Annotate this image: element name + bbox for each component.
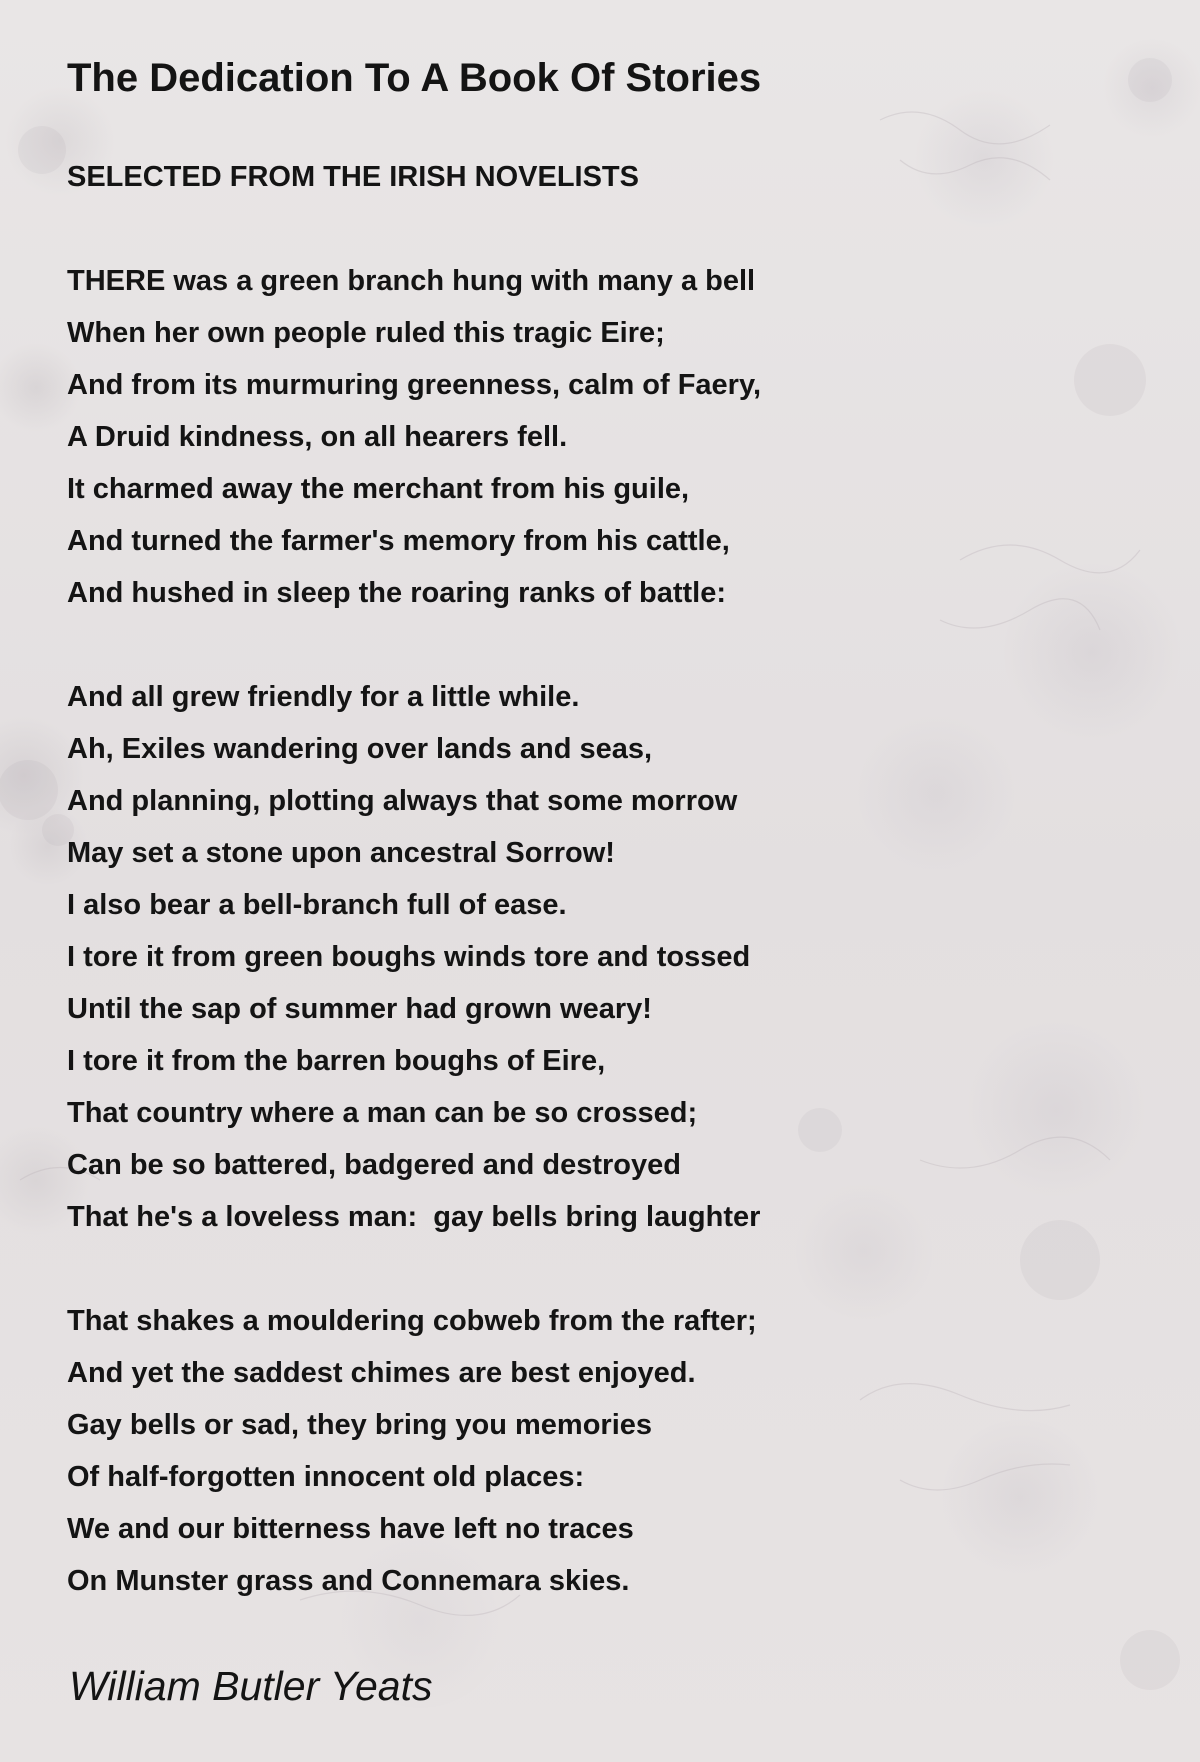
poem-line: Gay bells or sad, they bring you memories (67, 1409, 653, 1441)
poem-body (67, 255, 761, 1607)
poem-author: William Butler Yeats (69, 1663, 433, 1709)
poem-line: We and our bitterness have left no traces (67, 1513, 634, 1545)
poem-line: On Munster grass and Connemara skies. (67, 1565, 630, 1597)
poem-line: May set a stone upon ancestral Sorrow! (67, 837, 615, 869)
poem-line: And hushed in sleep the roaring ranks of battle: (67, 577, 727, 609)
poem-line: Can be so battered, badgered and destroyed (67, 1149, 681, 1181)
poem-line: And from its murmuring greenness, calm of Faery, (67, 369, 762, 401)
poem-line: Of half-forgotten innocent old places: (67, 1461, 585, 1493)
poem-line: A Druid kindness, on all hearers fell. (67, 421, 568, 453)
poem-line: That he's a loveless man: gay bells bring laughter (67, 1201, 761, 1233)
poem-line: When her own people ruled this tragic Eire; (67, 317, 665, 349)
stanza-break (67, 1243, 761, 1295)
poem-line: Ah, Exiles wandering over lands and seas, (67, 733, 653, 765)
poem-line: And all grew friendly for a little while. (67, 681, 580, 713)
poem-line: And planning, plotting always that some morrow (67, 785, 738, 817)
poem-line: I tore it from green boughs winds tore and tossed (67, 941, 751, 973)
poem-line: That country where a man can be so crossed; (67, 1097, 698, 1129)
poem-line: And yet the saddest chimes are best enjoyed. (67, 1357, 696, 1389)
poem-line: I also bear a bell-branch full of ease. (67, 889, 567, 921)
poem-line: THERE was a green branch hung with many a bell (67, 265, 756, 297)
poem-line: And turned the farmer's memory from his cattle, (67, 525, 730, 557)
poem-line: Until the sap of summer had grown weary! (67, 993, 652, 1025)
poem-line: That shakes a mouldering cobweb from the rafter; (67, 1305, 757, 1337)
poem-subtitle: SELECTED FROM THE IRISH NOVELISTS (67, 161, 639, 193)
poem-title: The Dedication To A Book Of Stories (67, 56, 762, 100)
stanza-break (67, 619, 761, 671)
poem-line: I tore it from the barren boughs of Eire, (67, 1045, 606, 1077)
poem-line: It charmed away the merchant from his guile, (67, 473, 690, 505)
